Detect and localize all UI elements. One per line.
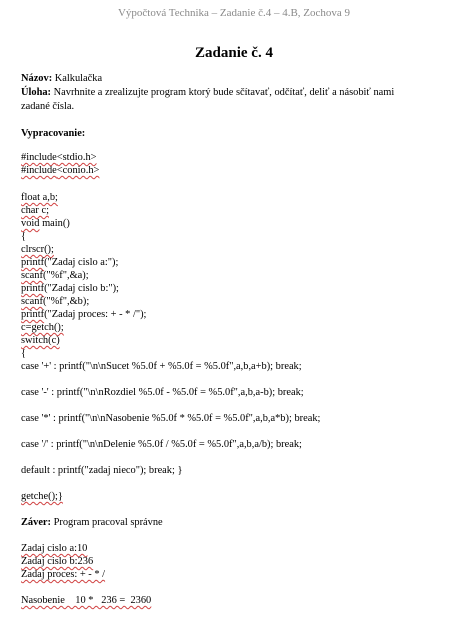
code-token: switch(c)	[21, 335, 60, 346]
code-token: main()	[39, 218, 70, 229]
code-line: case '*' : printf("\n\nNasobenie %5.0f * %5.0f = %5.0f",a,b,a*b); break;	[21, 413, 321, 424]
output-text: Nasobenie 10 * 236 = 2360	[21, 595, 152, 606]
code-token: scanf	[21, 270, 43, 281]
output-line	[21, 595, 151, 607]
uloha-text-2: zadané čísla.	[21, 101, 75, 112]
output-text: Zadaj cislo b:236	[21, 556, 94, 567]
code-line: case '-' : printf("\n\nRozdiel %5.0f - %5.0f = %5.0f",a,b,a-b); break;	[21, 387, 304, 398]
code-line	[21, 205, 49, 217]
section-heading: Vypracovanie:	[21, 128, 86, 139]
code-line	[21, 283, 119, 295]
code-line	[21, 309, 146, 321]
code-line	[21, 244, 54, 256]
code-token: float a,b;	[21, 192, 58, 203]
code-token: ("Zadaj proces: + - * /");	[44, 309, 147, 320]
code-token: ("%f",&a);	[42, 270, 89, 281]
code-line: {	[21, 231, 26, 242]
output-line	[21, 569, 105, 581]
output-text: Zadaj proces: + - * /	[21, 569, 106, 580]
uloha-text-1: Navrhnite a zrealizujte program ktorý bude sčítavať, odčítať, deliť a násobiť nami	[51, 87, 395, 98]
code-token: ("Zadaj cislo b:");	[44, 283, 119, 294]
code-token: #include	[21, 152, 57, 163]
code-token: <conio.h>	[56, 165, 100, 176]
code-token: char c;	[21, 205, 49, 216]
code-line	[21, 296, 89, 308]
code-line: case '+' : printf("\n\nSucet %5.0f + %5.0f = %5.0f",a,b,a+b); break;	[21, 361, 302, 372]
code-line	[21, 491, 63, 503]
zaver-value: Program pracoval správne	[51, 517, 163, 528]
code-token: c=getch();	[21, 322, 64, 333]
output-text: Zadaj cislo a:10	[21, 543, 88, 554]
output-line	[21, 556, 93, 568]
code-line	[21, 335, 60, 347]
output-line	[21, 543, 87, 555]
code-token: ("Zadaj cislo a:");	[44, 257, 119, 268]
nazov-label: Názov:	[21, 73, 53, 84]
code-line	[21, 152, 97, 164]
code-token: scanf	[21, 296, 43, 307]
code-token: #include	[21, 165, 57, 176]
page-header: Výpočtová Technika – Zadanie č.4 – 4.B, Zochova 9	[117, 7, 351, 19]
code-line	[21, 322, 64, 334]
code-token: clrscr();	[21, 244, 54, 255]
code-line: {	[21, 348, 26, 359]
code-token: <stdio.h>	[56, 152, 97, 163]
code-token: void	[21, 218, 40, 229]
code-token: printf	[21, 257, 45, 268]
nazov-line	[21, 73, 102, 85]
zaver-line	[21, 517, 163, 529]
code-token: printf	[21, 283, 45, 294]
uloha-label: Úloha:	[21, 87, 52, 98]
code-token: getche();}	[21, 491, 63, 502]
code-line: default : printf("zadaj nieco"); break; }	[21, 465, 183, 476]
code-token: printf	[21, 309, 45, 320]
nazov-value: Kalkulačka	[52, 73, 103, 84]
code-line: case '/' : printf("\n\nDelenie %5.0f / %5.0f = %5.0f",a,b,a/b); break;	[21, 439, 302, 450]
code-line	[21, 270, 89, 282]
code-line	[21, 257, 118, 269]
code-line	[21, 218, 70, 230]
code-line	[21, 192, 58, 204]
page-title: Zadanie č. 4	[195, 45, 273, 61]
uloha-line	[21, 87, 394, 99]
code-token: ("%f",&b);	[42, 296, 90, 307]
zaver-label: Záver:	[21, 517, 52, 528]
code-line	[21, 165, 99, 177]
